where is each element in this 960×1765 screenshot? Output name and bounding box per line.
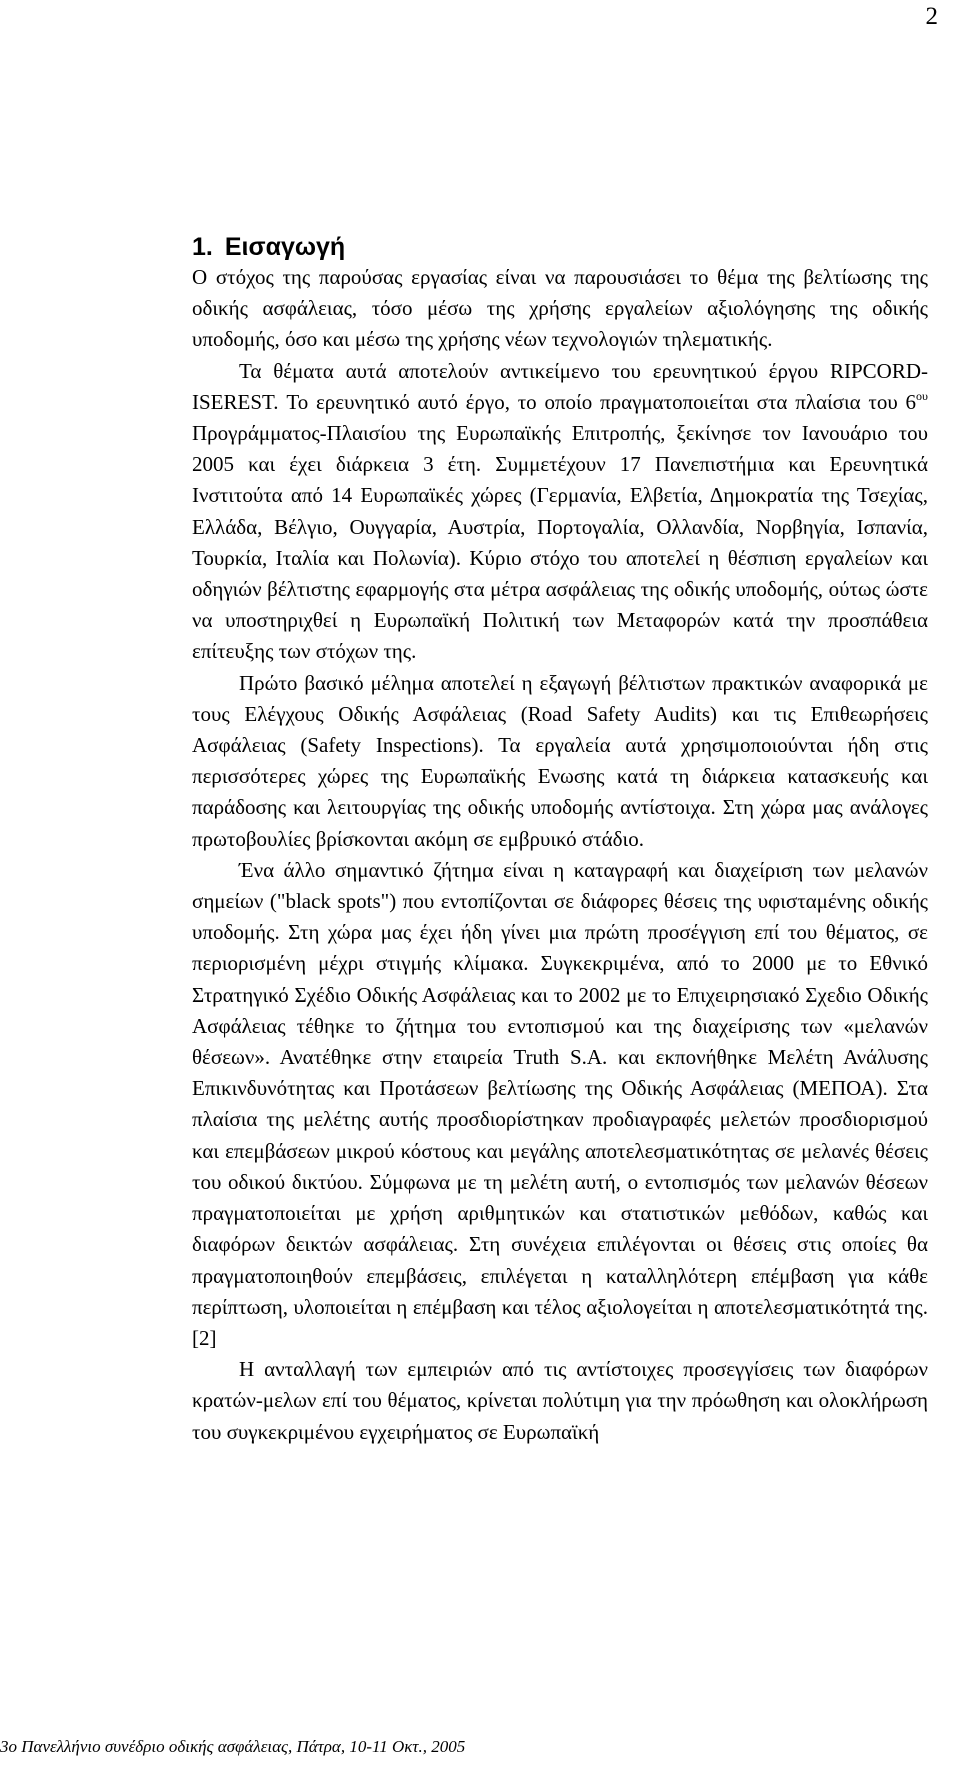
paragraph-2: Πρώτο βασικό μέλημα αποτελεί η εξαγωγή βέλτιστων πρακτικών αναφορικά με τους Ελέγχους Οδικής Ασφάλειας (Road Safety Audits) και τις Επιθεωρήσεις Ασφάλειας (Safety Inspections). Τα εργαλεία αυτά χρησιμοποιούνται ήδη στις περισσότερες χώρες της Ευρωπαϊκής Ενωσης κατά τη διάρκεια κατασκευής και παράδοσης και λειτουργίας της οδικής υποδομής αντίστοιχα. Στη χώρα μας ανάλογες πρωτοβουλίες βρίσκονται ακόμη σε εμβρυικό στάδιο. [192,670,928,851]
paragraph-1-part-3: Προγράμματος-Πλαισίου της Ευρωπαϊκής Επιτροπής, ξεκίνησε τον Ιανουάριο του 2005 και έχει διάρκεια 3 έτη. Συμμετέχουν 17 Πανεπιστήμια και Ερευνητικά Ινστιτούτα από 14 Ευρωπαϊκές χώρες (Γερμανία, Ελβετία, Δημοκρατία της Τσεχίας, Ελλάδα, Βέλγιο, Ουγγαρία, Αυστρία, Πορτογαλία, Ολλανδία, Νορβηγία, Ισπανία, Τουρκία, Ιταλία και Πολωνία). Κύριο στόχο του αποτελεί η θέσπιση εργαλείων και οδηγιών βέλτιστης εφαρμογής στα μέτρα ασφάλειας της οδικής υποδομής, ούτως ώστε να υποστηριχθεί η Ευρωπαϊκή Πολιτική των Μεταφορών κατά την προσπάθεια επίτευξης των στόχων της. [192,421,928,664]
paragraph-1-part-2: Τα θέματα αυτά αποτελούν αντικείμενο του ερευνητικού έργου RIPCORD-ISEREST. Το ερευνητικό αυτό έργο, το οποίο πραγματοποιείται στα πλαίσια του 6 [192,358,928,414]
section-heading [192,235,345,260]
paragraph-1 [192,262,928,668]
paragraph-1-part-1: Ο στόχος της παρούσας εργασίας είναι να παρουσιάσει το θέμα της βελτίωσης της οδικής ασφάλειας, τόσο μέσω της χρήσης εργαλείων αξιολόγησης της οδικής υποδομής, όσο και μέσω της χρήσης νέων τεχνολογιών τηλεματικής. [192,265,928,352]
page-number: 2 [925,3,938,30]
paragraph-3: Ένα άλλο σημαντικό ζήτημα είναι η καταγραφή και διαχείριση των μελανών σημείων ("black spots") που εντοπίζονται σε διάφορες θέσεις της υφισταμένης οδικής υποδομής. Στη χώρα μας έχει ήδη γίνει μια πρώτη προσέγγιση επί του θέματος, σε περιορισμένη μέχρι στιγμής κλίμακα. Συγκεκριμένα, από το 2000 με το Εθνικό Στρατηγικό Σχέδιο Οδικής Ασφάλειας και το 2002 με το Επιχειρησιακό Σχεδιο Οδικής Ασφάλειας τέθηκε το ζήτημα του εντοπισμού και της διαχείρισης των «μελανών θέσεων». Ανατέθηκε στην εταιρεία Truth S.A. και εκπονήθηκε Μελέτη Ανάλυσης Επικινδυνότητας και Προτάσεων βελτίωσης της Οδικής Ασφάλειας (ΜΕΠΟΑ). Στα πλαίσια της μελέτης αυτής προσδιορίστηκαν προδιαγραφές μελετών προσδιορισμού και επεμβάσεων μικρού κόστους και μεγάλης αποτελεσματικότητας σε μελανές θέσεις του οδικού δικτύου. Σύμφωνα με τη μελέτη αυτή, ο εντοπισμός των μελανών θέσεων πραγματοποιείται με χρήση αριθμητικών και στατιστικών μεθόδων, καθώς και διαφόρων δεικτών ασφάλειας. Στη συνέχεια επιλέγονται οι θέσεις στις οποίες θα πραγματοποιηθούν επεμβάσεις, επιλέγεται η καταλληλότερη επέμβαση για κάθε περίπτωση, υλοποιείται η επέμβαση και τέλος αξιολογείται η αποτελεσματικότητά της. [2] [192,857,928,1350]
section-title: Εισαγωγή [224,233,346,261]
paragraph-4: Η ανταλλαγή των εμπειριών από τις αντίστοιχες προσεγγίσεις των διαφόρων κρατών-μελων επί του θέματος, κρίνεται πολύτιμη για την πρόωθηση και ολοκλήρωση του συγκεκριμένου εγχειρήματος σε Ευρωπαϊκή [192,1357,928,1444]
ordinal-superscript: ου [916,388,928,403]
footer: 3ο Πανελλήνιο συνέδριο οδικής ασφάλειας, Πάτρα, 10-11 Οκτ., 2005 [0,1737,466,1756]
section-number: 1. [192,233,213,261]
